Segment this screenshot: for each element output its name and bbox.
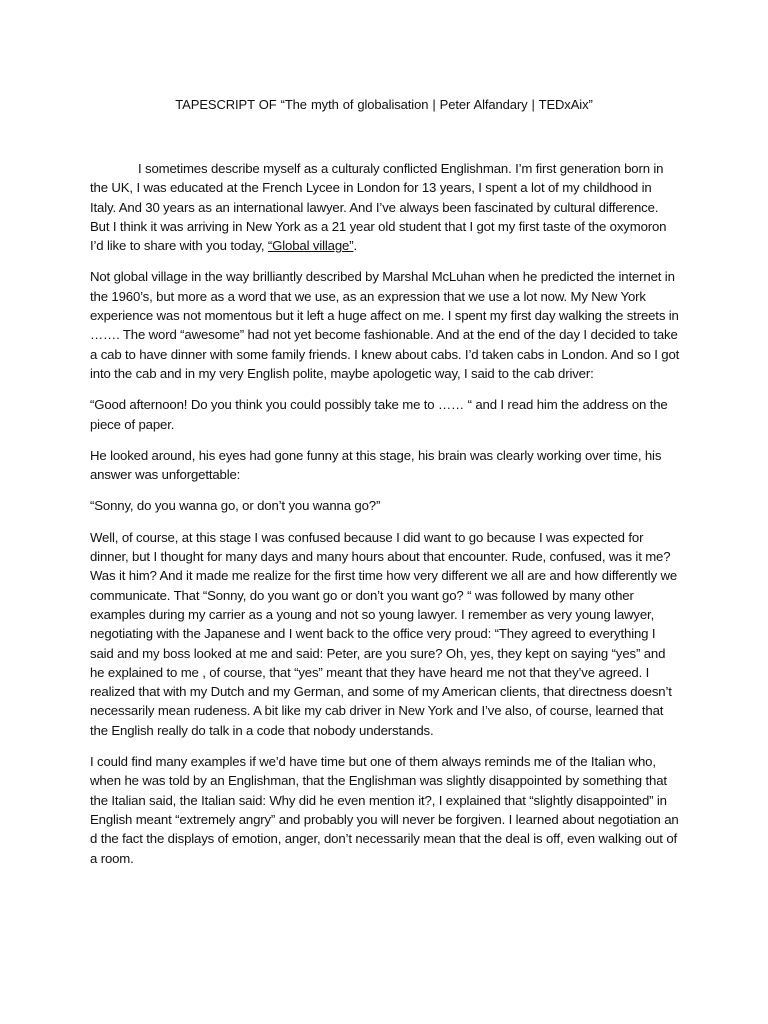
- paragraph-5: “Sonny, do you wanna go, or don’t you wanna go?”: [90, 498, 381, 514]
- paragraph-6: Well, of course, at this stage I was confused because I did want to go because I was expected for dinner, but I thought for many days and many hours about that encounter. Rude, confused, was it me? Was it him? And it made me realize for the first time how very different we all are and how differently we communicate. That “Sonny, do you want go or don’t you want go? “ was followed by many other examples during my carrier as a young and not so young lawyer. I remember as very young lawyer, negotiating with the Japanese and I went back to the office very proud: “They agreed to everything I said and my boss looked at me and said: Peter, are you sure? Oh, yes, they kept on saying “yes” and he explained to me , of course, that “yes” meant that they have heard me not that they’ve agreed. I realized that with my Dutch and my German, and some of my American clients, that directness doesn’t necessarily mean rudeness. A bit like my cab driver in New York and I’ve also, of course, learned that the English really do talk in a code that nobody understands.: [90, 529, 678, 738]
- document-title: TAPESCRIPT OF “The myth of globalisation | Peter Alfandary | TEDxAix”: [175, 97, 593, 112]
- paragraph-3: “Good afternoon! Do you think you could possibly take me to …… “ and I read him the address on the piece of paper.: [90, 397, 668, 432]
- paragraph-1: [90, 159, 680, 255]
- paragraph-1-text: I sometimes describe myself as a culturaly conflicted Englishman. I’m first generation born in the UK, I was educated at the French Lycee in London for 13 years, I spent a lot of my childhood in Italy. And 30 years as an international lawyer. And I’ve always been fascinated by cultural difference. But I think it was arriving in New York as a 21 year old student that I got my first taste of the oxymoron I’d like to share with you today,: [90, 161, 667, 254]
- paragraph-2: Not global village in the way brilliantly described by Marshal McLuhan when he predicted the internet in the 1960’s, but more as a word that we use, as an expression that we use a lot now. My New York experience was not momentous but it left a huge affect on me. I spent my first day walking the streets in ……. The word “awesome” had not yet become fashionable. And at the end of the day I decided to take a cab to have dinner with some family friends. I knew about cabs. I’d taken cabs in London. And so I got into the cab and in my very English polite, maybe apologetic way, I said to the cab driver:: [90, 269, 680, 381]
- paragraph-7: I could find many examples if we’d have time but one of them always reminds me of the Italian who, when he was told by an Englishman, that the Englishman was slightly disappointed by something that the Italian said, the Italian said: Why did he even mention it?, I explained that “slightly disappointed” in English meant “extremely angry” and probably you will never be forgiven. I learned about negotiation an d the fact the displays of emotion, anger, don’t necessarily mean that the deal is off, even walking out of a room.: [90, 754, 679, 866]
- paragraph-1-end: .: [353, 238, 357, 254]
- global-village-phrase: “Global village”: [267, 238, 354, 254]
- document-body: [90, 159, 680, 880]
- paragraph-4: He looked around, his eyes had gone funny at this stage, his brain was clearly working over time, his answer was unforgettable:: [90, 447, 662, 483]
